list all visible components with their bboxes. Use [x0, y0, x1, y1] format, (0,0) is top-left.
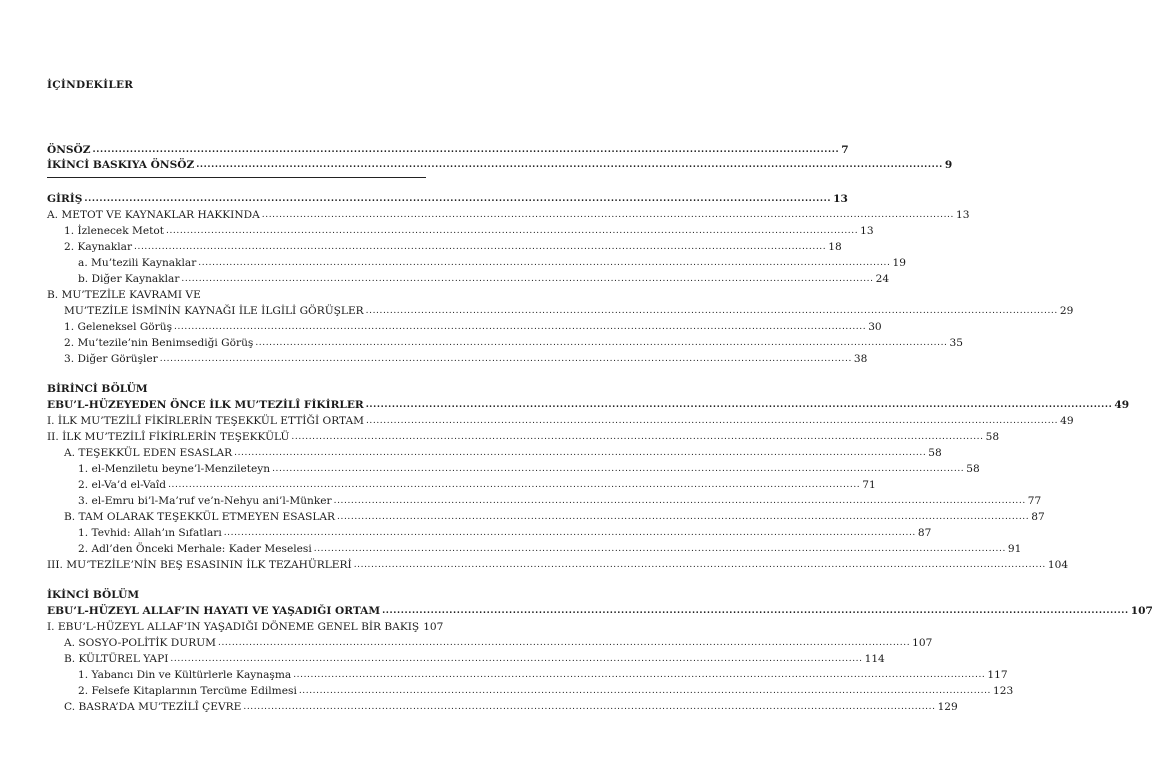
toc-entry-label: b. Diğer Kaynaklar [78, 273, 180, 285]
toc-entry-label: B. KÜLTÜREL YAPI [64, 653, 169, 665]
toc-entry [64, 304, 1074, 318]
dot-leader: ........................................................................................................................................................................................................ [353, 560, 1046, 570]
toc-entry-label: III. MU’TEZİLE’NİN BEŞ ESASININ İLK TEZAHÜRLERİ [47, 559, 352, 571]
toc-entry-label: EBU’L-HÜZEYL ALLAF’IN HAYATI VE YAŞADIĞI ORTAM [47, 605, 381, 617]
dot-leader: ........................................................................................................................................................................................................ [92, 145, 840, 155]
toc-entry-label: MU’TEZİLE İSMİNİN KAYNAĞI İLE İLGİLİ GÖRÜŞLER [64, 305, 364, 317]
dot-leader: ........................................................................................................................................................................................................ [84, 194, 832, 204]
toc-entry-label: GİRİŞ [47, 193, 83, 205]
dot-leader: ........................................................................................................................................................................................................ [168, 480, 861, 490]
toc-entry [64, 240, 842, 254]
toc-entry-page: 19 [892, 257, 906, 269]
toc-entry [64, 700, 958, 714]
toc-entry-label: 1. el-Menziletu beyne’l-Menzileteyn [78, 463, 271, 475]
toc-entry [78, 668, 1008, 682]
toc-entry-page: 107 [423, 621, 444, 633]
toc-entry-page: 58 [966, 463, 980, 475]
dot-leader: ........................................................................................................................................................................................................ [337, 512, 1030, 522]
toc-entry [78, 462, 980, 476]
toc-entry-page: 58 [928, 447, 942, 459]
toc-entry-label: 3. el-Emru bi’l-Ma’ruf ve’n-Nehyu ani’l-Münker [78, 495, 332, 507]
dot-leader: ........................................................................................................................................................................................................ [217, 638, 911, 648]
toc-entry-label: 1. Geleneksel Görüş [64, 321, 173, 333]
toc-entry-label: B. TAM OLARAK TEŞEKKÜL ETMEYEN ESASLAR [64, 511, 336, 523]
dot-leader: ........................................................................................................................................................................................................ [272, 464, 965, 474]
toc-entry [78, 256, 906, 270]
toc-entry-page: 77 [1027, 495, 1042, 507]
toc-entry-page: 49 [1060, 415, 1074, 427]
toc-entry-label: ÖNSÖZ [47, 144, 91, 156]
toc-entry [47, 143, 849, 157]
toc-entry [64, 224, 874, 238]
dot-leader: ........................................................................................................................................................................................................ [134, 242, 827, 252]
toc-entry [64, 636, 933, 650]
toc-entry-page: 91 [1007, 543, 1022, 555]
toc-entry-page: 123 [993, 685, 1014, 697]
toc-entry-page: 13 [860, 225, 874, 237]
toc-entry-page: 7 [841, 144, 849, 156]
toc-entry-page: 107 [912, 637, 933, 649]
toc-entry-page: 13 [955, 209, 970, 221]
toc-entry-label: 2. Mu’tezile’nin Benimsediği Görüş [64, 337, 254, 349]
toc-entry [64, 352, 868, 366]
dot-leader: ........................................................................................................................................................................................................ [196, 160, 943, 170]
dot-leader: ........................................................................................................................................................................................................ [365, 416, 1059, 426]
toc-entry-page: 87 [1031, 511, 1045, 523]
dot-leader: ........................................................................................................................................................................................................ [170, 654, 863, 664]
toc-entry-page: 9 [944, 159, 953, 171]
toc-entry [47, 398, 1130, 412]
toc-entry-page: 49 [1114, 399, 1130, 411]
toc-entry-page: 87 [917, 527, 932, 539]
dot-leader: ........................................................................................................................................................................................................ [382, 606, 1129, 616]
toc-entry [47, 158, 953, 172]
toc-entry-page: 117 [987, 669, 1008, 681]
toc-entry [78, 526, 932, 540]
toc-entry-label: A. SOSYO-POLİTİK DURUM [64, 637, 216, 649]
toc-entry [78, 684, 1014, 698]
toc-entry-label: II. İLK MU’TEZİLÎ FİKİRLERİN TEŞEKKÜLÜ [47, 431, 290, 443]
toc-entry [64, 652, 885, 666]
toc-entry-page: 24 [875, 273, 890, 285]
toc-entry-label: A. METOT VE KAYNAKLAR HAKKINDA [47, 209, 260, 221]
toc-entry [78, 272, 890, 286]
toc-entry [64, 336, 963, 350]
toc-entry-label: I. EBU’L-HÜZEYL ALLAF’IN YAŞADIĞI DÖNEME GENEL BİR BAKIŞ [47, 621, 420, 633]
dot-leader: ........................................................................................................................................................................................................ [365, 306, 1058, 316]
toc-entry [78, 542, 1022, 556]
toc-entry [47, 558, 1069, 572]
dot-leader: ........................................................................................................................................................................................................ [159, 354, 852, 364]
toc-entry [47, 192, 848, 206]
toc-entry [47, 620, 444, 634]
toc-entry-page: 114 [864, 653, 885, 665]
toc-entry [47, 288, 426, 302]
toc-entry-label: C. BASRA’DA MU’TEZİLÎ ÇEVRE [64, 701, 242, 713]
page-title: İÇİNDEKİLER [47, 79, 134, 91]
dot-leader: ........................................................................................................................................................................................................ [166, 226, 859, 236]
dot-leader: ........................................................................................................................................................................................................ [181, 274, 874, 284]
toc-entry-label: 2. Kaynaklar [64, 241, 133, 253]
toc-entry-label: İKİNCİ BASKIYA ÖNSÖZ [47, 159, 195, 171]
toc-entry-page: 29 [1059, 305, 1074, 317]
dot-leader: ........................................................................................................................................................................................................ [198, 258, 891, 268]
dot-leader: ........................................................................................................................................................................................................ [255, 338, 948, 348]
dot-leader: ........................................................................................................................................................................................................ [365, 400, 1113, 410]
toc-entry [47, 208, 970, 222]
toc-entry-page: 30 [868, 321, 882, 333]
toc-entry-label: 2. Adl’den Önceki Merhale: Kader Meselesi [78, 543, 312, 555]
toc-entry [47, 414, 1074, 428]
dot-leader: ........................................................................................................................................................................................................ [174, 322, 867, 332]
toc-entry-page: 18 [828, 241, 842, 253]
dot-leader: ........................................................................................................................................................................................................ [293, 670, 986, 680]
toc-entry-label: EBU’L-HÜZEYEDEN ÖNCE İLK MU’TEZİLÎ FİKİRLER [47, 399, 364, 411]
dot-leader: ........................................................................................................................................................................................................ [223, 528, 916, 538]
toc-entry-label: A. TEŞEKKÜL EDEN ESASLAR [64, 447, 233, 459]
toc-entry-page: 107 [1130, 605, 1153, 617]
toc-entry-page: 129 [937, 701, 958, 713]
toc-entry [78, 478, 876, 492]
toc-entry-label: 2. el-Va’d el-Vaîd [78, 479, 167, 491]
part-heading: İKİNCİ BÖLÜM [47, 589, 140, 601]
toc-entry-page: 35 [949, 337, 963, 349]
toc-entry-page: 104 [1047, 559, 1069, 571]
section-divider [47, 177, 426, 178]
toc-entry [47, 604, 1153, 618]
toc-entry [47, 430, 1000, 444]
dot-leader: ........................................................................................................................................................................................................ [261, 210, 954, 220]
dot-leader: ........................................................................................................................................................................................................ [333, 496, 1026, 506]
toc-entry-page: 38 [853, 353, 868, 365]
dot-leader: ........................................................................................................................................................................................................ [313, 544, 1006, 554]
toc-entry-label: 1. İzlenecek Metot [64, 225, 164, 237]
toc-entry [64, 446, 942, 460]
toc-entry-label: B. MU’TEZİLE KAVRAMI VE [47, 289, 201, 301]
toc-entry-label: 2. Felsefe Kitaplarının Tercüme Edilmesi [78, 685, 297, 697]
toc-entry [64, 510, 1045, 524]
toc-entry-label: I. İLK MU’TEZİLÎ FİKİRLERİN TEŞEKKÜL ETTİĞİ ORTAM [47, 415, 364, 427]
dot-leader: ........................................................................................................................................................................................................ [298, 686, 991, 696]
dot-leader: ........................................................................................................................................................................................................ [234, 448, 927, 458]
toc-entry-label: 3. Diğer Görüşler [64, 353, 158, 365]
dot-leader: ........................................................................................................................................................................................................ [243, 702, 936, 712]
toc-entry [78, 494, 1042, 508]
toc-entry-page: 71 [862, 479, 876, 491]
toc-entry-page: 58 [985, 431, 1000, 443]
toc-entry [64, 320, 882, 334]
toc-entry-label: a. Mu’tezili Kaynaklar [78, 257, 197, 269]
toc-entry-page: 13 [833, 193, 848, 205]
toc-entry-label: 1. Yabancı Din ve Kültürlerle Kaynaşma [78, 669, 292, 681]
dot-leader: ........................................................................................................................................................................................................ [291, 432, 984, 442]
part-heading: BİRİNCİ BÖLÜM [47, 383, 148, 395]
toc-entry-label: 1. Tevhid: Allah’ın Sıfatları [78, 527, 222, 539]
